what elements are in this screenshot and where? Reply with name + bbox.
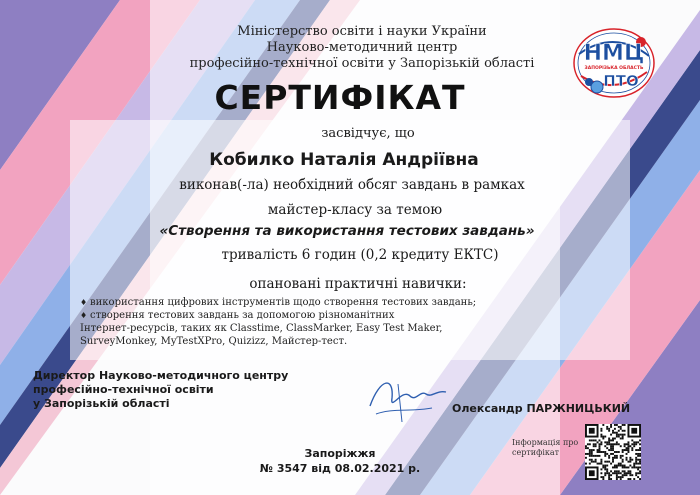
masterclass-text: майстер-класу за темою bbox=[267, 202, 443, 218]
center-name: Науково-методичний центр bbox=[266, 40, 458, 55]
duration-text: тривалість 6 годин (0,2 кредиту ЕКТС) bbox=[221, 247, 499, 263]
bullet-icon: ♦ bbox=[80, 298, 88, 307]
qr-note: Інформація про сертифікат bbox=[512, 438, 579, 457]
skills-list bbox=[80, 296, 560, 348]
certificate-title: СЕРТИФІКАТ bbox=[214, 78, 466, 117]
skill-line: Інтернет-ресурсів, таких як Classtime, ClassMarker, Easy Test Maker, bbox=[80, 323, 443, 334]
skill-line: створення тестових завдань за допомогою різноманітних bbox=[90, 310, 395, 321]
skill-line: використання цифрових інструментів щодо створення тестових завдань; bbox=[90, 297, 477, 308]
logo-sub-text: ПТО bbox=[603, 72, 639, 90]
region-name: професійно-технічної освіти у Запорізькій області bbox=[189, 56, 535, 71]
topic-title: «Створення та використання тестових завдань» bbox=[159, 223, 535, 239]
signature bbox=[362, 368, 452, 428]
skill-line: SurveyMonkey, MyTestXPro, Quizizz, Майстер-тест. bbox=[80, 336, 348, 347]
director-line: у Запорізькій області bbox=[33, 397, 170, 410]
skills-intro: опановані практичні навички: bbox=[249, 276, 467, 292]
certifies-text: засвідчує, що bbox=[321, 126, 415, 141]
ministry-name: Міністерство освіти і науки України bbox=[237, 24, 487, 39]
certificate-number: № 3547 від 08.02.2021 р. bbox=[259, 462, 421, 475]
completion-text: виконав(-ла) необхідний обсяг завдань в рамках bbox=[179, 177, 525, 193]
director-title bbox=[33, 369, 288, 411]
director-line: Директор Науково-методичного центру bbox=[33, 369, 289, 382]
logo-main-text: НМЦ bbox=[583, 41, 645, 66]
bullet-icon: ♦ bbox=[80, 311, 88, 320]
city: Запоріжжя bbox=[304, 447, 376, 460]
list-item bbox=[80, 296, 560, 309]
director-line: професійно-технічної освіти bbox=[33, 383, 214, 396]
qr-code[interactable] bbox=[585, 424, 641, 480]
signer-name: Олександр ПАРЖНИЦЬКИЙ bbox=[452, 402, 631, 415]
recipient-name: Кобилко Наталія Андріївна bbox=[209, 150, 479, 170]
logo-ring-text: ЗАПОРІЗЬКА ОБЛАСТЬ bbox=[584, 66, 644, 71]
list-item bbox=[80, 309, 560, 322]
